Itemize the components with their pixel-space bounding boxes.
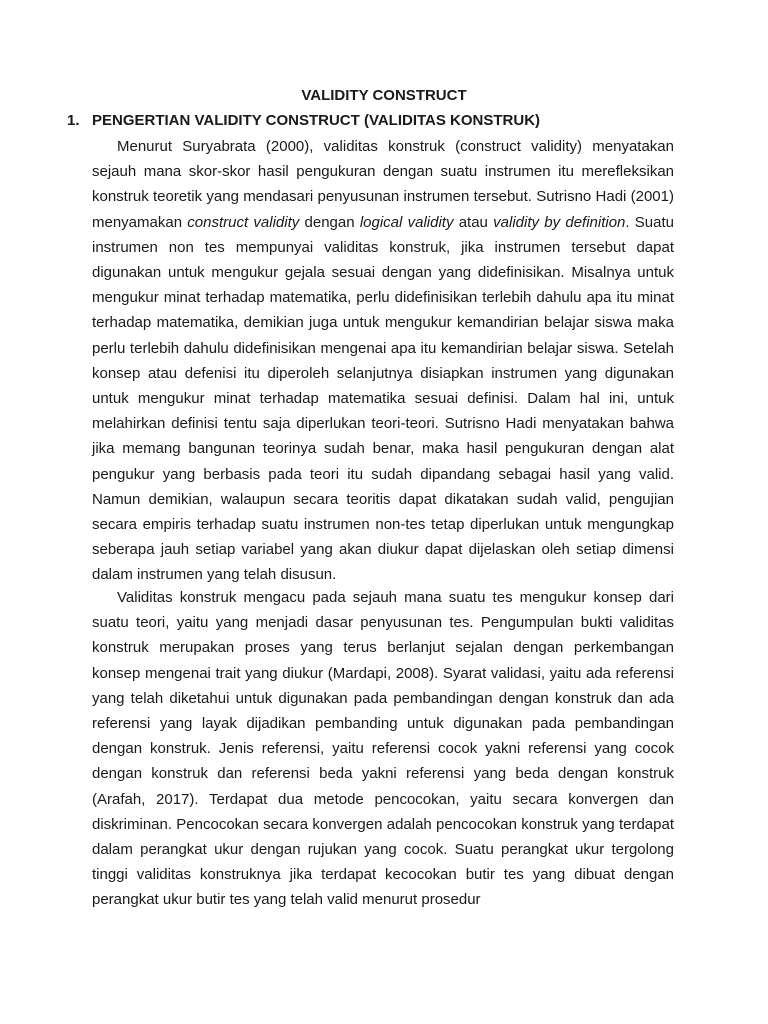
paragraph-1 (92, 134, 674, 588)
section-heading (67, 111, 540, 131)
paragraph-2: Validitas konstruk mengacu pada sejauh mana suatu tes mengukur konsep dari suatu teori, yaitu yang menjadi dasar penyusunan tes. Pengumpulan bukti validitas konstruk merupakan proses yang terus berlanjut sejalan dengan perkembangan konsep mengenai trait yang diukur (Mardapi, 2008). Syarat validasi, yaitu ada referensi yang telah diketahui untuk digunakan pada pembandingan dengan konstruk dan ada referensi yang layak dijadikan pembanding untuk digunakan pada pembandingan dengan konstruk. Jenis referensi, yaitu referensi cocok yakni referensi yang cocok dengan konstruk dan referensi beda yakni referensi yang beda dengan konstruk (Arafah, 2017). Terdapat dua metode pencocokan, yaitu secara konvergen dan diskriminan. Pencocokan secara konvergen adalah pencocokan konstruk yang terdapat dalam perangkat ukur dengan rujukan yang cocok. Suatu perangkat ukur tergolong tinggi validitas konstruknya jika terdapat kecocokan butir tes yang dibuat dengan perangkat ukur butir tes yang telah valid menurut prosedur (92, 589, 674, 909)
paragraph-1-text-b: dengan (299, 213, 360, 231)
paragraph-1-italic-validity-by-definition: validity by definition (493, 213, 626, 231)
paragraph-1-text-a: Menurut Suryabrata (2000), validitas konstruk (construct validity) menyatakan sejauh mana skor-skor hasil pengukuran dengan suatu instrumen itu merefleksikan konstruk teoretik yang mendasari penyusunan instrumen tersebut. Sutrisno Hadi (2001) menyamakan (92, 138, 674, 231)
paragraph-1-italic-construct-validity: construct validity (187, 213, 300, 231)
paragraph-1-text-d: . Suatu instrumen non tes mempunyai validitas konstruk, jika instrumen tersebut dapat digunakan untuk mengukur gejala sesuai dengan yang didefinisikan. Misalnya untuk mengukur minat terhadap matematika, perlu didefinisikan terlebih dahulu apa itu minat terhadap matematika, demikian juga untuk mengukur kemandirian belajar siswa maka perlu terlebih dahulu didefinisikan mengenai apa itu kemandirian belajar siswa. Setelah konsep atau defenisi itu diperoleh selanjutnya disiapkan instrumen yang digunakan untuk mengukur minat terhadap matematika sesuai definisi. Dalam hal ini, untuk melahirkan definisi tentu saja diperlukan teori-teori. Sutrisno Hadi menyatakan bahwa jika memang bangunan teorinya sudah benar, maka hasil pengukuran dengan alat pengukur yang berbasis pada teori itu sudah dipandang sebagai hasil yang valid. Namun demikian, walaupun secara teoritis dapat dikatakan sudah valid, pengujian secara empiris terhadap suatu instrumen non-tes tetap diperlukan untuk mengungkap seberapa jauh setiap variabel yang akan diukur dapat dijelaskan oleh setiap dimensi dalam instrumen yang telah disusun. (92, 213, 675, 584)
section-number: 1. (67, 112, 80, 129)
paragraph-1-italic-logical-validity: logical validity (359, 213, 454, 231)
paragraph-1-text-c: atau (453, 213, 494, 231)
section-heading-text: PENGERTIAN VALIDITY CONSTRUCT (VALIDITAS KONSTRUK) (92, 112, 541, 129)
document-title: VALIDITY CONSTRUCT (301, 87, 467, 104)
